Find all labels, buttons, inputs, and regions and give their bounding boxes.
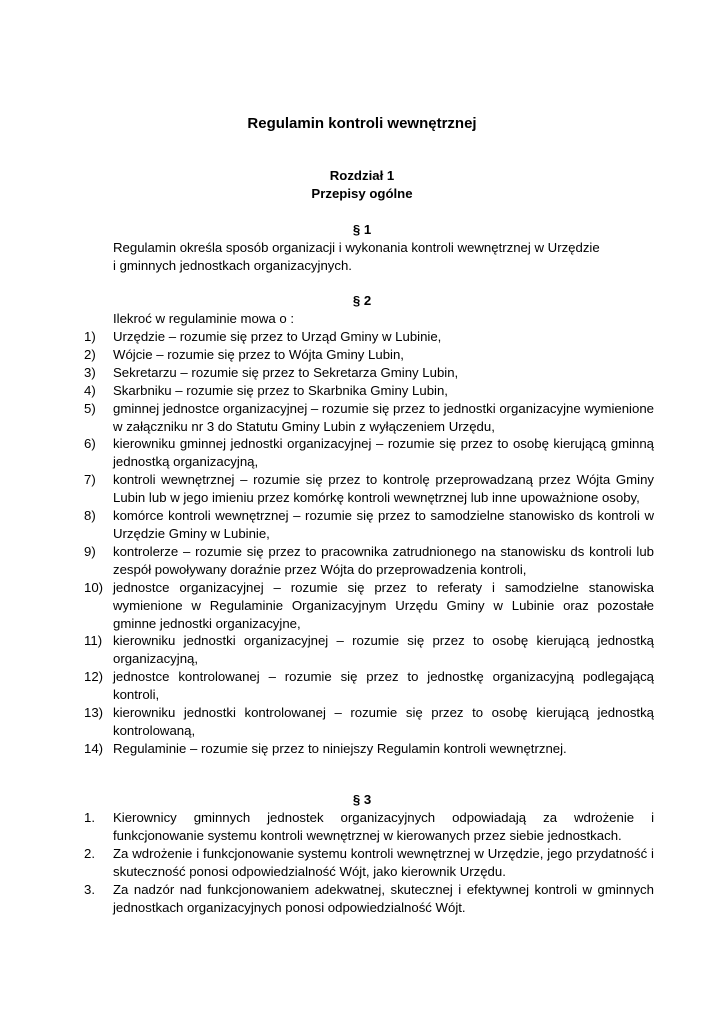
item-number: 8): [84, 508, 96, 524]
list-item: [84, 543, 654, 579]
item-text: kierowniku jednostki organizacyjnej – rozumie się przez to osobę kierującą jednostką organizacyjną,: [113, 633, 654, 667]
item-number: 2.: [84, 845, 95, 861]
list-item: [84, 740, 654, 758]
section-1-line: i gminnych jednostkach organizacyjnych.: [113, 257, 352, 273]
item-number: 13): [84, 705, 104, 721]
definitions-list: [84, 328, 654, 758]
chapter-name: Przepisy ogólne: [311, 185, 413, 201]
item-number: 7): [84, 472, 96, 488]
item-number: 6): [84, 436, 96, 452]
section-2-intro: Ilekroć w regulaminie mowa o :: [113, 311, 295, 326]
item-number: 5): [84, 400, 96, 416]
item-text: komórce kontroli wewnętrznej – rozumie się przez to samodzielne stanowisko ds kontroli w Urzędzie Gminy w Lubinie,: [113, 508, 654, 541]
section-3-heading: § 3: [352, 792, 372, 807]
item-number: 9): [84, 543, 96, 559]
list-item: [84, 668, 654, 704]
item-text: gminnej jednostce organizacyjnej – rozumie się przez to jednostki organizacyjne wymienione w załączniku nr 3 do Statutu Gminy Lubin z wyłączeniem Urzędu,: [113, 400, 654, 434]
item-text: Za nadzór nad funkcjonowaniem adekwatnej, skutecznej i efektywnej kontroli w gminnych jednostkach organizacyjnych ponosi odpowiedzialność Wójt.: [113, 881, 654, 915]
section-1-heading: § 1: [352, 222, 372, 237]
item-number: 2): [84, 346, 96, 362]
item-text: kierowniku jednostki kontrolowanej – rozumie się przez to osobę kierującą jednostką kontrolowaną,: [113, 705, 654, 738]
item-number: 14): [84, 740, 104, 756]
list-item: [84, 328, 654, 346]
item-text: kierowniku gminnej jednostki organizacyjnej – rozumie się przez to osobę kierującą gminną jednostką organizacyjną,: [113, 436, 654, 470]
item-text: Urzędzie – rozumie się przez to Urząd Gminy w Lubinie,: [113, 329, 442, 344]
list-item: [84, 579, 654, 633]
list-item: [84, 845, 654, 881]
item-number: 3): [84, 364, 96, 380]
item-text: jednostce organizacyjnej – rozumie się przez to referaty i samodzielne stanowiska wymienione w Regulaminie Organizacyjnym Urzędu Gminy w Lubinie oraz pozostałe gminne jednostki organizacyjne,: [113, 579, 654, 631]
section-2-heading: § 2: [352, 293, 372, 308]
item-text: Sekretarzu – rozumie się przez to Sekretarza Gminy Lubin,: [113, 364, 459, 380]
item-number: 11): [84, 633, 103, 649]
list-item: [84, 471, 654, 507]
item-text: kontroli wewnętrznej – rozumie się przez to kontrolę przeprowadzaną przez Wójta Gminy Lubin lub w jego imieniu przez komórkę kontroli wewnętrznej lub inne upoważnione osoby,: [113, 472, 654, 506]
chapter-heading: [0, 167, 724, 203]
chapter-number: Rozdział 1: [329, 168, 395, 183]
item-text: Wójcie – rozumie się przez to Wójta Gminy Lubin,: [113, 346, 404, 362]
list-item: [84, 704, 654, 740]
list-item: [84, 881, 654, 917]
list-item: [84, 382, 654, 400]
item-number: 12): [84, 669, 104, 685]
item-text: Skarbniku – rozumie się przez to Skarbnika Gminy Lubin,: [113, 382, 448, 398]
item-number: 1.: [84, 810, 95, 825]
item-text: Kierownicy gminnych jednostek organizacyjnych odpowiadają za wdrożenie i funkcjonowanie systemu kontroli wewnętrznej w kierowanych przez siebie jednostkach.: [113, 810, 654, 843]
item-text: jednostce kontrolowanej – rozumie się przez to jednostkę organizacyjną podlegającą kontroli,: [113, 669, 654, 703]
list-item: [84, 364, 654, 382]
item-text: Regulaminie – rozumie się przez to niniejszy Regulamin kontroli wewnętrznej.: [113, 740, 567, 756]
section-1-line: Regulamin określa sposób organizacji i wykonania kontroli wewnętrznej w Urzędzie: [113, 240, 600, 255]
list-item: [84, 400, 654, 436]
document-title: Regulamin kontroli wewnętrznej: [247, 115, 477, 132]
item-number: 3.: [84, 881, 95, 897]
item-number: 1): [84, 329, 96, 344]
responsibilities-list: [84, 809, 654, 916]
list-item: [84, 809, 654, 845]
item-text: Za wdrożenie i funkcjonowanie systemu kontroli wewnętrznej w Urzędzie, jego przydatność i skuteczność ponosi odpowiedzialność Wójt, jako kierownik Urzędu.: [113, 845, 654, 879]
list-item: [84, 346, 654, 364]
item-number: 10): [84, 579, 104, 595]
list-item: [84, 435, 654, 471]
section-1-text: [113, 239, 654, 275]
item-number: 4): [84, 382, 96, 398]
list-item: [84, 507, 654, 543]
list-item: [84, 632, 654, 668]
item-text: kontrolerze – rozumie się przez to pracownika zatrudnionego na stanowisku ds kontroli lub zespół powoływany doraźnie przez Wójta do przeprowadzenia kontroli,: [113, 543, 654, 577]
